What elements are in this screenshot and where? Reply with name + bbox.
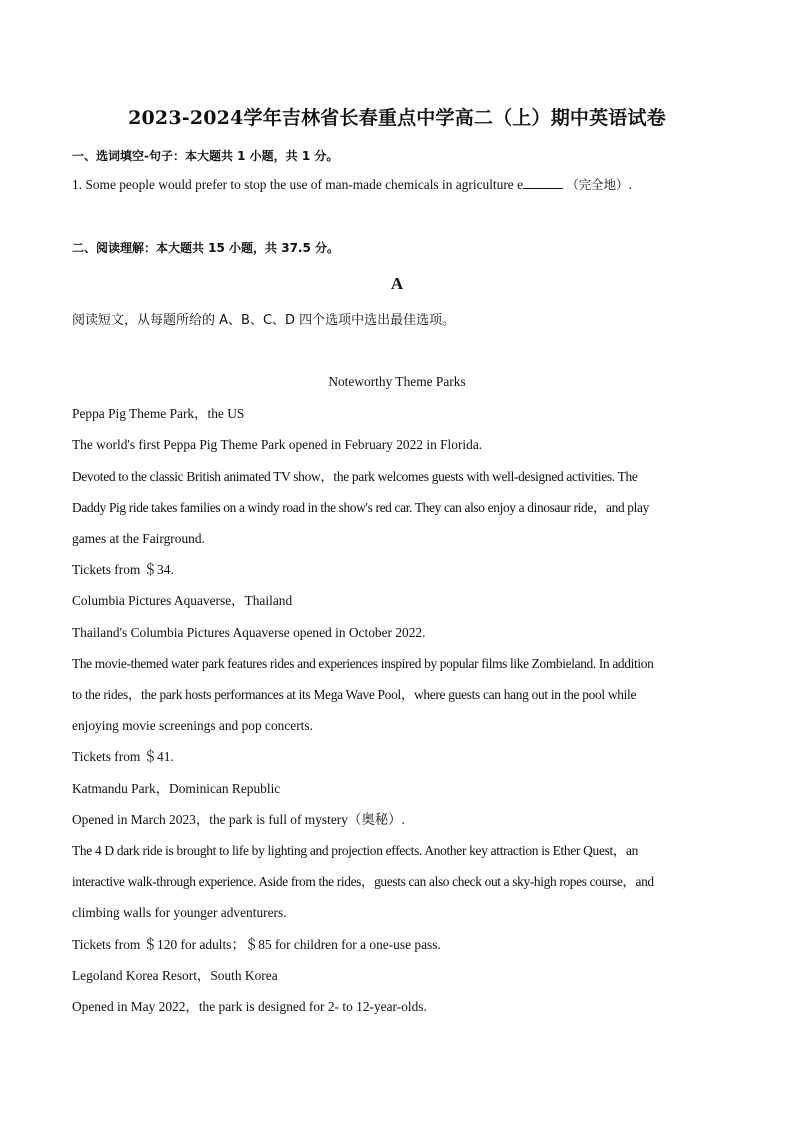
passage-line: The movie-themed water park features rides and experiences inspired by popular films like Zombieland. In addition: [72, 656, 654, 671]
section-1-heading: 一、选词填空-句子：本大题共 1 小题，共 1 分。: [72, 149, 339, 163]
passage-line: Columbia Pictures Aquaverse，Thailand: [72, 593, 293, 608]
passage-line: enjoying movie screenings and pop concerts.: [72, 718, 313, 733]
passage-line: interactive walk-through experience. Aside from the rides，guests can also check out a sky-high ropes course，and: [72, 874, 654, 889]
question-1-hint: （完全地）.: [566, 177, 633, 192]
passage-line: The world's first Peppa Pig Theme Park opened in February 2022 in Florida.: [72, 437, 483, 452]
passage-line: Devoted to the classic British animated TV show，the park welcomes guests with well-designed activities. The: [72, 469, 638, 484]
passage-line: Thailand's Columbia Pictures Aquaverse opened in October 2022.: [72, 625, 426, 640]
passage-line: Katmandu Park，Dominican Republic: [72, 781, 281, 796]
passage-line: climbing walls for younger adventurers.: [72, 905, 287, 920]
passage-title: Noteworthy Theme Parks: [328, 374, 466, 389]
passage-line: Tickets from ＄120 for adults；＄85 for children for a one-use pass.: [72, 937, 441, 952]
passage-line: to the rides，the park hosts performances at its Mega Wave Pool，where guests can hang out in the pool while: [72, 687, 637, 702]
passage-line: Opened in May 2022，the park is designed for 2- to 12-year-olds.: [72, 999, 427, 1014]
passage-line: Tickets from ＄34.: [72, 562, 174, 577]
passage-line: The 4 D dark ride is brought to life by lighting and projection effects. Another key attraction is Ether Quest，an: [72, 843, 639, 858]
instructions: 阅读短文，从每题所给的 A、B、C、D 四个选项中选出最佳选项。: [72, 313, 456, 328]
passage-line: Opened in March 2023，the park is full of mystery（奥秘）.: [72, 812, 405, 827]
passage-line: Daddy Pig ride takes families on a windy road in the show's red car. They can also enjoy a dinosaur ride，and play: [72, 500, 649, 515]
passage-letter: A: [390, 274, 404, 293]
passage-line: Peppa Pig Theme Park，the US: [72, 406, 245, 421]
section-2-heading: 二、阅读理解：本大题共 15 小题，共 37.5 分。: [72, 241, 340, 255]
page-title: 2023-2024学年吉林省长春重点中学高二（上）期中英语试卷: [128, 107, 666, 129]
answer-blank[interactable]: [523, 176, 563, 189]
question-1: [72, 176, 732, 194]
passage-line: games at the Fairground.: [72, 531, 205, 546]
passage-line: Legoland Korea Resort，South Korea: [72, 968, 278, 983]
question-1-text: 1. Some people would prefer to stop the use of man-made chemicals in agriculture e: [72, 177, 524, 192]
passage-line: Tickets from ＄41.: [72, 749, 174, 764]
